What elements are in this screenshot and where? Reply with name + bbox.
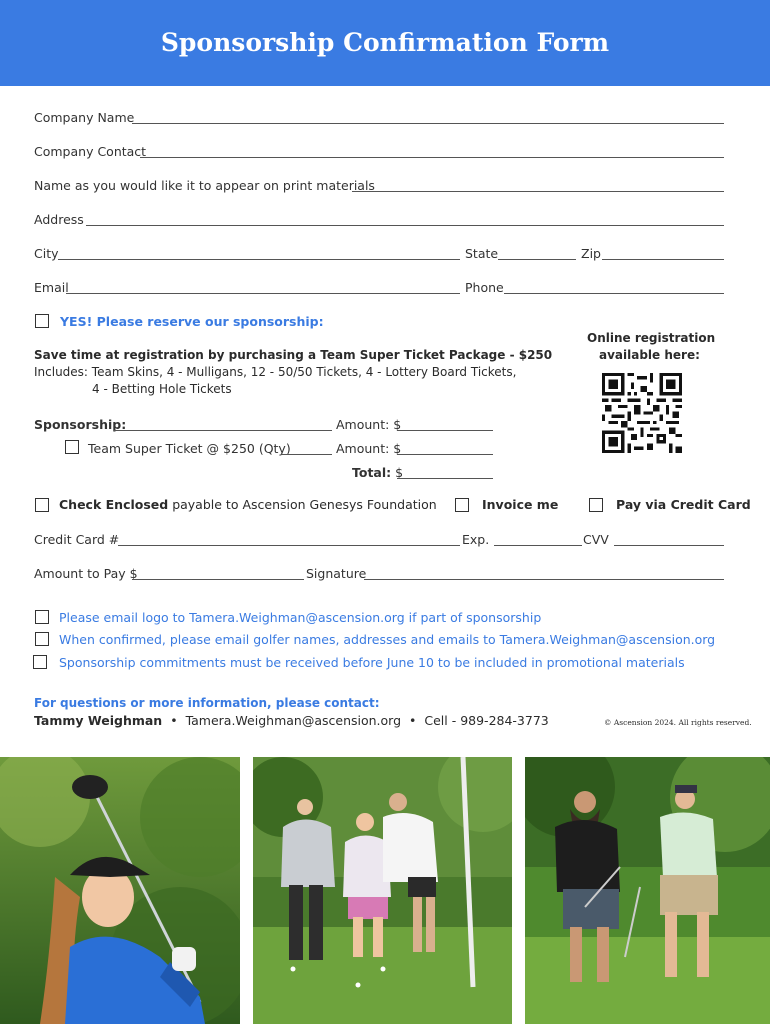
header-banner xyxy=(0,0,770,86)
contact-line xyxy=(34,713,549,728)
sponsorship-amount-line[interactable] xyxy=(397,430,493,431)
total-line[interactable] xyxy=(397,478,493,479)
address-label: Address xyxy=(34,212,84,227)
photo-golf-group xyxy=(253,757,512,1024)
photo-woman-golfer xyxy=(0,757,240,1024)
card-row xyxy=(34,530,724,550)
qr-code-icon[interactable] xyxy=(602,372,682,454)
address-field[interactable] xyxy=(34,210,724,230)
note-checkbox-3[interactable] xyxy=(33,655,47,669)
team-ticket-qty-line[interactable] xyxy=(282,454,332,455)
online-registration-line2: available here: xyxy=(599,348,700,362)
check-enclosed-rest: payable to Ascension Genesys Foundation xyxy=(168,497,437,512)
package-headline: Save time at registration by purchasing a Team Super Ticket Package - $250 xyxy=(34,348,553,362)
package-includes-1: Includes: Team Skins, 4 - Mulligans, 12 - 50/50 Tickets, 4 - Lottery Board Tickets, xyxy=(34,365,517,379)
total-dollar: $ xyxy=(391,465,404,480)
company-name-field[interactable] xyxy=(34,108,724,128)
company-contact-label: Company Contact xyxy=(34,144,147,159)
company-name-label: Company Name xyxy=(34,110,135,125)
contact-sep-2: • xyxy=(409,713,417,728)
sponsorship-row xyxy=(34,415,494,435)
zip-label: Zip xyxy=(581,246,601,261)
exp-label: Exp. xyxy=(462,532,490,547)
cvv-label: CVV xyxy=(583,532,609,547)
email-line[interactable] xyxy=(66,293,460,294)
sponsorship-line[interactable] xyxy=(114,430,332,431)
credit-card-checkbox[interactable] xyxy=(589,498,603,512)
contact-cell: Cell - 989-284-3773 xyxy=(424,713,549,728)
company-name-line xyxy=(132,123,724,124)
email-label: Email xyxy=(34,280,69,295)
check-enclosed-label xyxy=(59,497,437,512)
sponsorship-label: Sponsorship: xyxy=(34,417,127,432)
city-state-zip-row xyxy=(34,244,724,264)
city-label: City xyxy=(34,246,59,261)
company-contact-line xyxy=(140,157,724,158)
amount-to-pay-line[interactable] xyxy=(132,579,304,580)
contact-sep-1: • xyxy=(170,713,178,728)
team-ticket-checkbox[interactable] xyxy=(65,440,79,454)
note-checkbox-1[interactable] xyxy=(35,610,49,624)
exp-line[interactable] xyxy=(494,545,582,546)
note-2: When confirmed, please email golfer names, addresses and emails to Tamera.Weighman@ascension.org xyxy=(59,632,716,647)
total-label-wrap xyxy=(352,465,403,480)
address-line xyxy=(86,225,724,226)
phone-label: Phone xyxy=(465,280,504,295)
team-ticket-row xyxy=(88,439,494,459)
photo-two-golfers xyxy=(525,757,770,1024)
company-contact-field[interactable] xyxy=(34,142,724,162)
contact-name: Tammy Weighman xyxy=(34,713,163,728)
team-ticket-label: Team Super Ticket @ $250 (Qty) xyxy=(88,441,291,456)
invoice-label: Invoice me xyxy=(482,497,559,512)
email-phone-row xyxy=(34,278,724,298)
contact-heading: For questions or more information, please contact: xyxy=(34,696,380,710)
check-enclosed-bold: Check Enclosed xyxy=(59,497,169,512)
amount-to-pay-label: Amount to Pay $ xyxy=(34,566,138,581)
team-ticket-amount-line[interactable] xyxy=(397,454,493,455)
check-enclosed-checkbox[interactable] xyxy=(35,498,49,512)
copyright: © Ascension 2024. All rights reserved. xyxy=(604,718,752,727)
reserve-label: YES! Please reserve our sponsorship: xyxy=(60,314,324,329)
team-ticket-amount-label: Amount: $ xyxy=(336,441,402,456)
cvv-line[interactable] xyxy=(614,545,724,546)
reserve-checkbox[interactable] xyxy=(35,314,49,328)
phone-line[interactable] xyxy=(504,293,724,294)
city-line[interactable] xyxy=(58,259,460,260)
credit-card-label: Pay via Credit Card xyxy=(616,497,751,512)
contact-email[interactable]: Tamera.Weighman@ascension.org xyxy=(185,713,402,728)
card-number-label: Credit Card # xyxy=(34,532,120,547)
total-row xyxy=(352,463,494,483)
total-label: Total: xyxy=(352,465,392,480)
note-3: Sponsorship commitments must be received before June 10 to be included in promotional materials xyxy=(59,655,685,670)
print-name-line xyxy=(352,191,724,192)
page-title: Sponsorship Confirmation Form xyxy=(160,28,610,57)
amount-signature-row xyxy=(34,564,724,584)
note-checkbox-2[interactable] xyxy=(35,632,49,646)
state-label: State xyxy=(465,246,499,261)
sponsorship-amount-label: Amount: $ xyxy=(336,417,402,432)
print-name-field[interactable] xyxy=(34,176,724,196)
card-number-line[interactable] xyxy=(118,545,460,546)
signature-line[interactable] xyxy=(364,579,724,580)
invoice-checkbox[interactable] xyxy=(455,498,469,512)
signature-label: Signature xyxy=(306,566,367,581)
state-line[interactable] xyxy=(498,259,576,260)
note-1: Please email logo to Tamera.Weighman@ascension.org if part of sponsorship xyxy=(59,610,542,625)
print-name-label: Name as you would like it to appear on print materials xyxy=(34,178,375,193)
online-registration-line1: Online registration xyxy=(587,331,716,345)
package-includes-2: 4 - Betting Hole Tickets xyxy=(92,382,232,396)
zip-line[interactable] xyxy=(602,259,724,260)
